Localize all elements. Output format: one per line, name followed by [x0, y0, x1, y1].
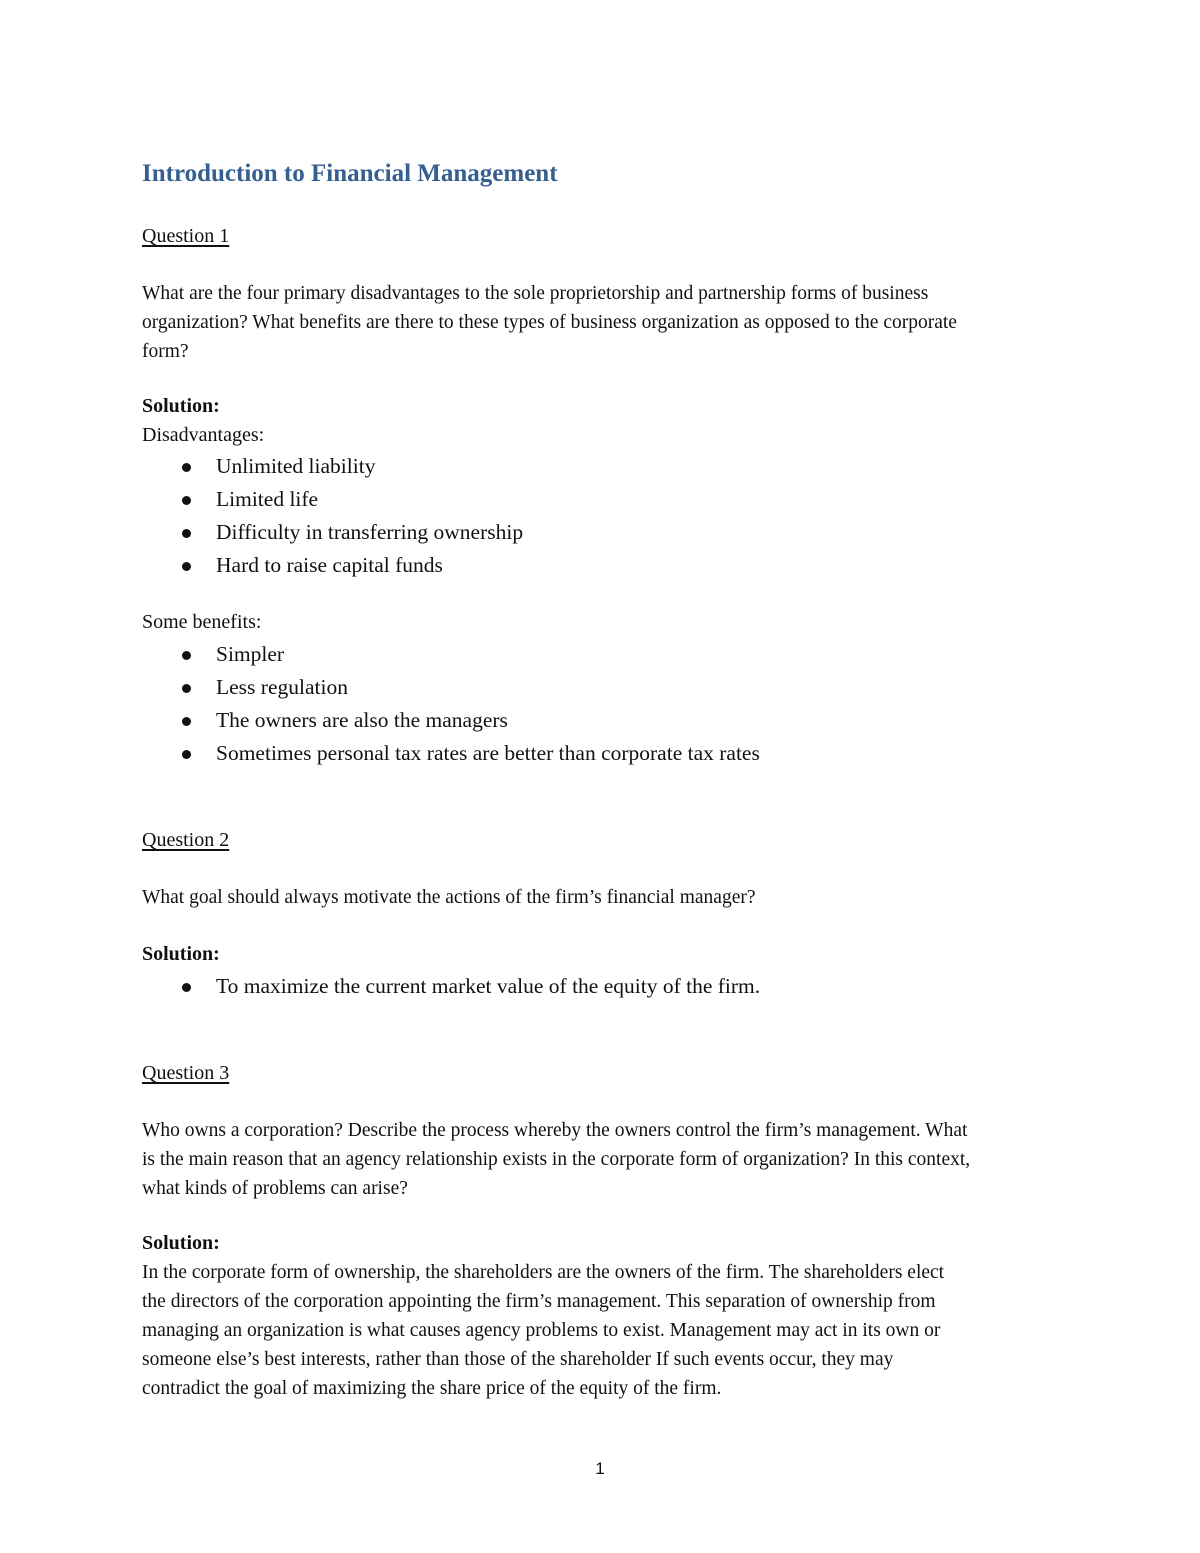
bullet-icon	[182, 463, 191, 472]
question-2-text	[142, 883, 1057, 912]
list-item-text: Limited life	[216, 487, 319, 511]
list-item-text: Unlimited liability	[216, 454, 376, 478]
bullet-icon	[182, 496, 191, 505]
question-3-heading: Question 3	[142, 1062, 230, 1084]
list-item	[142, 516, 523, 549]
list-item-text: To maximize the current market value of the equity of the firm.	[216, 974, 761, 998]
bullet-icon	[182, 717, 191, 726]
question-3-text	[142, 1116, 1057, 1203]
list-item	[142, 450, 523, 483]
bullet-icon	[182, 983, 191, 992]
list-item	[142, 671, 760, 704]
answer-line: In the corporate form of ownership, the shareholders are the owners of the firm. The shareholders elect	[142, 1262, 945, 1283]
list-item-text: Difficulty in transferring ownership	[216, 520, 524, 544]
list-item-text: Hard to raise capital funds	[216, 553, 443, 577]
answer-line: contradict the goal of maximizing the share price of the equity of the firm.	[142, 1378, 722, 1399]
list-item-text: Sometimes personal tax rates are better than corporate tax rates	[216, 741, 760, 765]
question-2-heading: Question 2	[142, 829, 230, 851]
list-item	[142, 483, 523, 516]
question-3-answer	[142, 1258, 1057, 1403]
page-number: 1	[595, 1459, 605, 1478]
list-item	[142, 638, 760, 671]
document-page	[142, 0, 1062, 1553]
bullet-icon	[182, 529, 191, 538]
benefits-list	[142, 638, 760, 770]
question-1-line: organization? What benefits are there to these types of business organization as opposed to the corporate	[142, 312, 957, 333]
question-1-text	[142, 279, 1057, 366]
question-1-heading: Question 1	[142, 225, 230, 247]
answer-line: managing an organization is what causes agency problems to exist. Management may act in its own or	[142, 1320, 941, 1341]
question-2-answer-list	[142, 970, 760, 1003]
bullet-icon	[182, 750, 191, 759]
document-title: Introduction to Financial Management	[142, 160, 558, 187]
benefits-label: Some benefits:	[142, 611, 262, 633]
list-item	[142, 549, 523, 582]
question-3-line: is the main reason that an agency relationship exists in the corporate form of organization? In this context,	[142, 1149, 971, 1170]
answer-line: someone else’s best interests, rather than those of the shareholder If such events occur, they may	[142, 1349, 894, 1370]
list-item	[142, 970, 760, 1003]
disadvantages-list	[142, 450, 523, 582]
question-1-solution-label: Solution:	[142, 395, 220, 417]
bullet-icon	[182, 651, 191, 660]
question-2-solution-label: Solution:	[142, 943, 220, 965]
list-item	[142, 704, 760, 737]
list-item-text: Simpler	[216, 642, 285, 666]
list-item-text: The owners are also the managers	[216, 708, 508, 732]
bullet-icon	[182, 562, 191, 571]
bullet-icon	[182, 684, 191, 693]
question-1-line: What are the four primary disadvantages to the sole proprietorship and partnership forms of business	[142, 283, 929, 304]
question-3-line: what kinds of problems can arise?	[142, 1178, 408, 1199]
disadvantages-label: Disadvantages:	[142, 424, 265, 446]
question-3-line: Who owns a corporation? Describe the process whereby the owners control the firm’s management. What	[142, 1120, 968, 1141]
question-2-line: What goal should always motivate the actions of the firm’s financial manager?	[142, 887, 756, 908]
question-1-line: form?	[142, 341, 189, 362]
list-item	[142, 737, 760, 770]
list-item-text: Less regulation	[216, 675, 348, 699]
question-3-solution-label: Solution:	[142, 1232, 220, 1254]
answer-line: the directors of the corporation appointing the firm’s management. This separation of ownership from	[142, 1291, 936, 1312]
